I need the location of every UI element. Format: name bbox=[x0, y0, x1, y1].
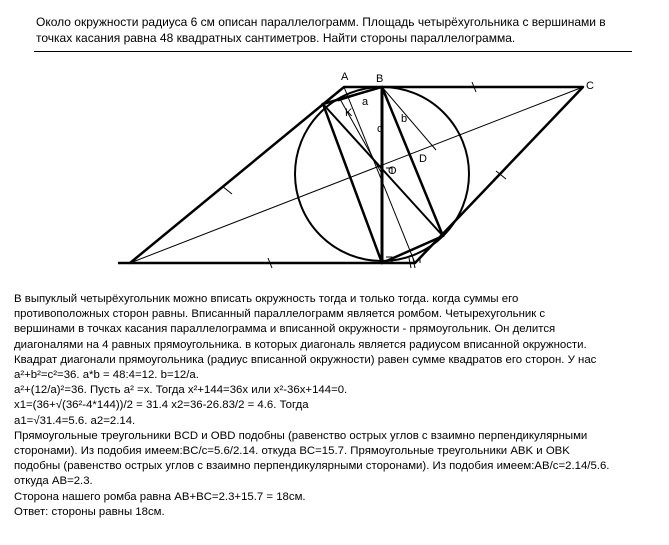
solution-line: противоположных сторон равны. Вписанный параллелограмм является ромбом. Четырехугольник с bbox=[14, 308, 546, 321]
solution-line: Ответ: стороны равны 18см. bbox=[14, 505, 165, 518]
solution-line: a1=√31.4=5.6. a2=2.14. bbox=[14, 414, 136, 427]
label-K: K bbox=[345, 107, 353, 119]
solution-line: диагоналями на 4 равных прямоугольника. в которых диагональ является радиусом вписанной окружности. bbox=[14, 338, 587, 351]
label-A: A bbox=[341, 71, 349, 83]
perpendicular-BD bbox=[382, 87, 436, 150]
solution-line: Прямоугольные треугольники BCD и OBD подобны (равенство острых углов с взаимно перпендикулярными bbox=[14, 429, 588, 442]
solution-line: подобны (равенство острых углов с взаимно перпендикулярными сторонами). Из подобия имеем:AB/c=2.14/5.6. bbox=[14, 460, 610, 473]
solution-line: x1=(36+√(36²-4*144))/2 = 31.4 x2=36-26.83/2 = 4.6. Тогда bbox=[14, 399, 309, 412]
divider bbox=[34, 51, 632, 52]
label-O: O bbox=[388, 165, 397, 177]
solution-line: откуда AB=2.3. bbox=[14, 475, 93, 488]
solution-line: a²+(12/a)²=36. Пусть a² =x. Тогда x²+144=36x или x²-36x+144=0. bbox=[14, 384, 348, 397]
problem-line: Около окружности радиуса 6 см описан параллелограмм. Площадь четырёхугольника с вершинами в bbox=[36, 15, 606, 29]
problem-statement bbox=[36, 14, 646, 46]
solution-line: Сторона нашего ромба равна AB+BC=2.3+15.7 = 18см. bbox=[14, 490, 306, 503]
label-C: C bbox=[586, 80, 594, 92]
solution-line: вершинами в точках касания параллелограмма и вписанной окружности - прямоугольник. Он делится bbox=[14, 323, 556, 336]
label-a: a bbox=[362, 96, 369, 108]
solution-line: В выпуклый четырёхугольник можно вписать окружность тогда и только тогда. когда суммы его bbox=[14, 293, 519, 305]
label-c: c bbox=[377, 123, 383, 135]
solution-text bbox=[14, 292, 664, 520]
tick-mark bbox=[222, 186, 232, 194]
rhombus-long-diagonal bbox=[130, 87, 583, 263]
label-D: D bbox=[419, 153, 427, 165]
label-B: B bbox=[376, 73, 384, 85]
rhombus-figure bbox=[0, 64, 669, 279]
solution-line: a²+b²=c²=36. a*b = 48:4=12. b=12/a. bbox=[14, 369, 199, 382]
solution-line: Квадрат диагонали прямоугольника (радиус вписанной окружности) равен сумме квадратов его сторон. У нас bbox=[14, 353, 597, 366]
label-b: b bbox=[401, 113, 408, 125]
solution-line: сторонами). Из подобия имеем:BC/c=5.6/2.14. откуда BC=15.7. Прямоугольные треугольники ABK и OBK bbox=[14, 445, 570, 458]
problem-line: точках касания равна 48 квадратных сантиметров. Найти стороны параллелограмма. bbox=[36, 31, 516, 45]
